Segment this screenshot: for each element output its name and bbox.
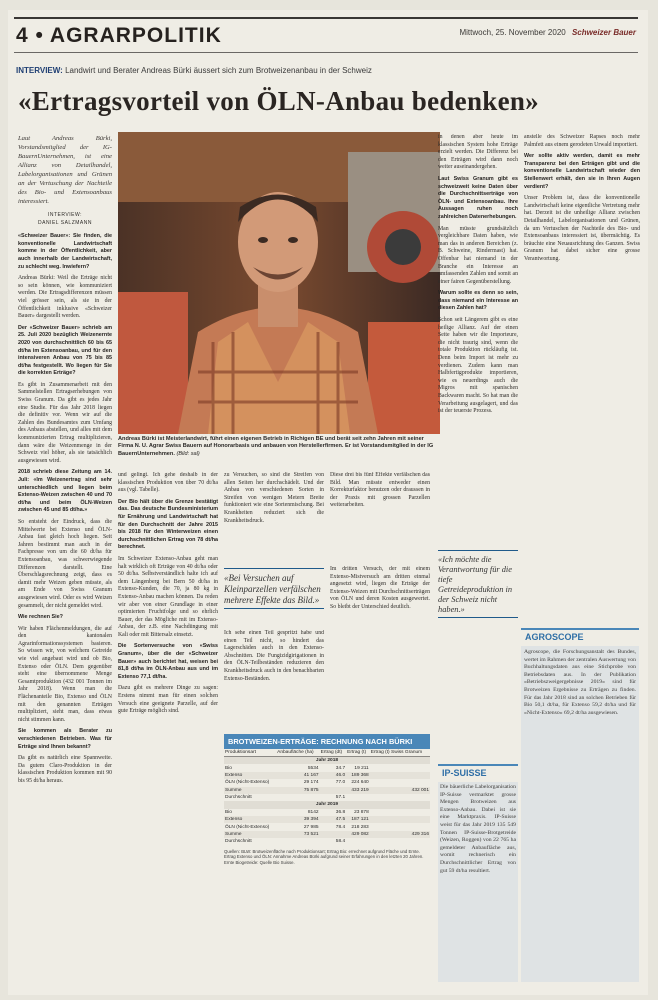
table-cell: 187 121 [346,816,370,823]
kicker-text: Landwirt und Berater Andreas Bürki äussert sich zum Brotweizenanbau in der Schweiz [65,66,372,75]
interview-question: Laut Swiss Granum gibt es schweizweit keine Daten über die Durchschnittserträge von ÖLN- und Extensoanbau. Ihre Aussagen ruhen noch zahlreichen Datenerhebungen. [438,175,518,220]
interview-question: «Schweizer Bauer»: Sie finden, die konventionelle Landwirtschaft komme in der Öffentlichkeit, aber auch innerhalb der Landwirtschaft, zu schlecht weg. Inwiefern? [18,233,112,270]
column-3 [224,472,324,562]
table-cell: 29 174 [303,780,319,786]
kicker [16,66,372,75]
interview-answer: Wir haben Flächenmeldungen, die auf den kantonalen Agrarinformationssystemen basieren. So wissen wir, von welchem Getreide wie viel angebaut wird und ob Bio, Extenso oder ÖLN. Dem gegenüber steht eine übernommene Menge Gesamtproduktion (432 001 Tonnen im Jahr 2018). Wenn man die Flächenanteile Bio, Extenso und ÖLN mit den genannten Erträgen multipliziert, sieht man, dass etwas nicht stimmen kann. [18,625,112,723]
interview-answer: Man müsste grundsätzlich vergleichbare Daten haben, wie man das in anderen Bereichen (z. B. Schweine, Rindermast) hat. Offenbar hat niemand in der Branche ein Interesse an umfassenden Zahlen und somit an einer fairen Gegenüberstellung. [438,225,518,285]
table-cell: 433 219 [346,787,370,794]
table-column-header: Anbaufläche (ha) [276,749,319,757]
interview-answer: zu Versuchen, so sind die Streifen von allen Seiten her durchschädelt. Und der Anbau von verschiedenen Sorten in Streifen von wenigen Metern Breite funktioniert wie eine Sortenmischung. Bei Krankheiten reduziert sich die Krankheitsdruck. [224,472,324,524]
ipsuisse-heading: IP-SUISSE [438,764,518,780]
table-column-header: Ertrag (t) Swiss Granum [370,749,430,757]
table-row [224,779,430,786]
table-cell: 224 640 [351,780,369,786]
table-body [224,757,430,846]
table-year-label: Jahr 2018 [224,757,430,765]
table-header-row [224,749,430,757]
table-cell: 27 985 [303,824,319,830]
interview-answer: So entsteht der Eindruck, dass die Mittelwerte bei Extenso und ÖLN-Anbau fast gleich hoch liegen. Seit Jahren bestimmt man auch in der Fachpresse von um die 60 dt/ha für Extensoanbau, was schwerwiegende Differenzen darstellt. Eine Überschlagsrechnung zeigt, dass es damit mehr Weizen geben müsste, als am Ende von Swiss Granum ausgewiesen wird. Oder es wird Weizen gesammelt, der nicht gemeldet wird. [18,518,112,609]
table-cell [370,823,430,830]
table-row [224,831,430,838]
table-cell [320,831,347,838]
agroscope-text: Agroscope, die Forschungsanstalt des Bundes, wertet im Rahmen der zentralen Auswertung von Buchhaltungsdaten aus eine Stichprobe von Betriebsdaten aus. In der Publikation «Betriebszweigergebnisse 2019» sind für Brotweizen Ergebnisse zu Erträgen zu finden. Für das Jahr 2018 sind an solchen Betrieben für Bio 50,1 dt/ha, für Extenso 59,2 dt/ha und für «Nicht-Extenso» 69,2 dt/ha ausgewiesen. [521,646,639,982]
table-year-row [224,801,430,808]
table-row [224,772,430,779]
pull-quote-2-text: «Ich möchte die Verantwortung für die tiefe Getreideproduktion in der Schweiz nicht haben.» [438,555,513,614]
column-4-continued [330,566,430,726]
table-cell: ÖLN (Nicht-Extenso) [225,780,270,786]
column-5-body [438,134,518,416]
table-cell [276,794,319,801]
table-row [224,823,430,830]
pull-quote-rule [438,550,518,551]
photo-credit: (Bild: sal) [176,450,200,457]
table-cell [346,794,370,801]
column-3-body [224,472,324,525]
column-6-body [524,134,640,264]
divider [14,52,638,53]
table-cell: 34.7 [335,765,346,771]
table-title: BROTWEIZEN-ERTRÄGE: RECHNUNG NACH BÜRKI [224,734,430,749]
interview-answer: Schon seit Längerem gibt es eine heilige Allianz. Auf der einen Seite haben wir die Importeure, die nicht traurig sind, wenn die totale Produktion rückläufig ist. Denn beim Import ist mehr zu verdienen. Zudem kann man Halbfertigprodukte importieren, wie es neuerdings auch die Migros mit spanischen Backwaren macht. So hat man die Verarbeitung ausgelagert, und das ist der teuerste Prozess. [438,317,518,415]
section-title: 4 • AGRARPOLITIK [16,24,222,47]
table-cell: 47.5 [320,816,347,823]
table-cell [370,838,430,845]
table-cell: 39 394 [276,816,319,823]
table-row [224,794,430,801]
interview-answer: anstelle des Schweizer Rapses noch mehr Palmfett aus einem gerodeten Urwald importiert. [524,134,640,148]
interview-answer: und gelingt. Ich gehe deshalb in der klassischen Produktion von über 70 dt/ha aus (vgl. Tabelle). [118,472,218,494]
table-cell: 432 001 [370,787,430,794]
table-cell: 19 211 [354,765,369,771]
column-4 [330,472,430,562]
table-cell: 429 316 [370,831,430,838]
table-cell: 58.4 [335,839,346,845]
table-cell [346,838,370,845]
column-5 [438,134,518,542]
interview-question: Die Sortenversuche von «Swiss Granum», über die der «Schweizer Bauer» auch berichtet hat, weisen bei 81,8 dt/ha im ÖLN-Anbau aus und im Extenso 77,1 dt/ha. [118,643,218,680]
photo-caption-text: Andreas Bürki ist Meisterlandwirt, führt einen eigenen Betrieb in Richigen BE und berät seit zehn Jahren mit seiner Firma N. U. Agrar Swiss Bauern auf Honorarbasis und anbauen von Herstellerfirmen. Er ist Vorstandsmitglied in der IG BauernUnternehmen. [118,436,434,457]
ipsuisse-text: Die bäuerliche Labelorganisation IP-Suisse vermarktet grosse Mengen Brotweizen aus Extenso-Anbau. Dabei ist sie eine Marktpraxis. IP-Suisse weist für das Jahr 2019 135 549 Tonnen IP-Suisse-Brotgetreide (Weizen, Roggen) von 22 765 ha gemeldeter Anbaufläche aus, womit rechnerisch ein Durchschnittlicher Ertrag von gut 59 dt/ha resultiert. [438,782,518,982]
table-cell [370,816,430,823]
table-year-label: Jahr 2019 [224,801,430,808]
interviewer-label: INTERVIEW: [48,212,82,218]
table-cell [370,772,430,779]
table-cell: 189 368 [346,772,370,779]
interview-question: Wie rechnen Sie? [18,614,63,621]
table-cell [370,764,430,771]
column-1-body [18,233,112,785]
table-cell [320,787,347,794]
interview-question: Der «Schweizer Bauer» schrieb am 25. Juli 2020 bezüglich Weizenernte 2020 von durchschnittlich 60 bis 65 dt/ha im Extensoanbau, und für den intensiveren Anbau von 75 bis 85 dt/ha festgestellt. Wo liegen für Sie die korrekten Erträge? [18,324,112,377]
kicker-label: INTERVIEW: [16,66,63,75]
table-row [224,809,430,816]
table-cell: 78.4 [335,824,346,830]
interview-question: Wer sollte aktiv werden, damit es mehr Transparenz bei den Erträgen gibt und die konventionelle Landwirtschaft wieder den Stellenwert erhält, den sie in Ihren Augen verdient? [524,153,640,190]
table-cell: 75 875 [276,787,319,794]
interview-answer: Andreas Bürki: Weil die Erträge nicht so sein können, wie kommuniziert werden. Die Ertragsdifferenzen müssen viel grösser sein, als sie in der Öffentlichkeit inklusive «Schweizer Bauer» dargestellt werden. [18,275,112,320]
agroscope-heading: AGROSCOPE [521,628,639,644]
pull-quote-rule [224,608,324,609]
column-6 [524,134,640,624]
interviewer-credit [18,212,112,227]
table-cell: Durchschnitt [225,839,252,845]
pull-quote-1 [224,566,324,613]
pull-quote-rule [224,568,324,569]
table-cell: 57.1 [335,795,346,801]
table-row [224,764,430,771]
table-cell [370,794,430,801]
table-cell: 218 283 [351,824,369,830]
column-4-paragraph: Im dritten Versuch, der mit einem Extenso-Mistversuch am dritten einmal angesetzt wird, liegen die Erträge der Extenso-Weizen mit Durchschnittserträgen von ÖLN und deren Kosten ausgewertet. So bleibt der Unterschied deutlich. [330,566,430,610]
table-cell: Bio [225,809,232,815]
table-cell: 36.8 [335,809,346,815]
table-cell [370,779,430,786]
column-3-continued [224,630,324,730]
table-cell: 23 878 [354,809,369,815]
interview-answer: Dazu gibt es mehrere Dinge zu sagen: Erstens nimmt man für einen solchen Versuch eine geeignete Parzelle, auf der gute Erträge möglich sind. [118,685,218,715]
table-cell: Summe [224,831,276,838]
table-cell: 73 521 [276,831,319,838]
table-sources: Quellen: BLW: Brotweizenfläche nach Produktionsart; Ertrag Bio: errechnet aufgrund Fläche und Ernte. Ertrag Extenso und ÖLN: Annahme Andreas Bürki aufgrund seiner Erfahrungen in den letzten 20 Jahren. Ernte Biogetreide: Quelle Bio Suisse. [224,848,424,865]
farmer-portrait-image [118,132,440,434]
table-year-row [224,757,430,765]
column-2-body [118,472,218,716]
interview-answer: in denen aber heute im klassischen System hohe Erträge erzielt werden. Die Differenz bei den Erträgen wird dann noch weiter auseinandergehen. [438,134,518,171]
interview-answer: Unser Problem ist, dass die konventionelle Landwirtschaft keine eigentliche Vertretung mehr hat. Derzeit ist die unheilige Allianz zwischen Detailhandel, Labelorganisationen und Grünen, da um Vertuschen der Nachteile des Bio- und Extensoanbaus interessiert ist, übermächtig. Es bräuchte eine Neuausrichtung des Ganzen. Swiss Granum hat dabei sicher eine grosse Verantwortung. [524,195,640,262]
column-1 [18,134,112,790]
table-column-header: Ertrag (dt) [320,749,347,757]
article-intro: Laut Andreas Bürki, Vorstandsmitglied der IG-BauernUnternehmen, ist eine Allianz von Detailhandel, Labelorganisationen und Grünen an der Vertuschung der Nachteile des Bio- und Extensoanbaus interessiert. [18,135,112,205]
table-cell: Summe [224,787,276,794]
table-cell: Bio [225,765,232,771]
column-4-body [330,472,430,510]
pull-quote-1-text: «Bei Versuchen auf Kleinparzellen verfälschen mehrere Effekte das Bild.» [224,573,321,605]
interview-answer: Diese drei bis fünf Effekte verfälschen das Bild. Man müsste entweder einen Korrekturfaktor benutzen oder draussen in der Praxis mit grossen Parzellen weiterarbeiten. [330,472,430,509]
dateline [459,28,636,37]
interview-answer: Im Schweizer Extenso-Anbau geht man halt wirklich oft Erträge von 40 dt/ha oder 50 dt/ha. Selbstverständlich halte ich auf dem Längenberg bei Bern 50 dt/ha in Extenso-Kunden, die 70, ja 80 kg in Extenso-Anbau machen können. Da reden wir aber von einer Grundlage in einer optimierten Fruchtfolge und so ehrlich Bauer, der das Mögliche mit im Extenso-Anbau, der z.B. eine Nachdüngung mit Kali oder mit Bittersalz einsetzt. [118,555,218,638]
headline: «Ertragsvorteil von ÖLN-Anbau bedenken» [18,86,539,116]
table-cell: 8142 [307,809,319,815]
table-cell: Durchschnitt [225,795,252,801]
table-column-header: Produktionsart [224,749,276,757]
interview-answer: Da gibt es natürlich eine Spannweite. Da gutem Claro-Produktion in der klassischen Produktion kommen mit 90 bis 95 dt/ha heraus. [18,755,112,784]
table-cell [276,838,319,845]
table-cell: Extenso [224,816,276,823]
interview-question: 2018 schrieb diese Zeitung am 14. Juli: «Im Weizenertrag sind sehr unterschiedlich und liegen beim Extenso-Weizen zwischen 40 und 70 dt/ha und beim ÖLN-Weizen zwischen 45 und 85 dt/ha.» [18,469,112,514]
table-row [224,787,430,794]
pull-quote-rule [438,617,518,618]
column-2 [118,472,218,982]
table-cell: 46.0 [320,772,347,779]
table-cell: 429 082 [346,831,370,838]
portrait-photo [118,132,440,434]
photo-caption [118,436,440,458]
interview-question: Warum sollte es denn so sein, dass niemand ein Interesse an diesen Zahlen hat? [438,290,518,312]
brand-logo: Schweizer Bauer [571,28,636,37]
table-row [224,838,430,845]
interviewer-name: DANIEL SALZMANN [38,219,92,226]
table-cell: 77.0 [335,780,346,786]
table-cell [370,809,430,816]
interview-question: Sie kommen als Berater zu verschiedenen Betrieben. Was für Erträge sind Ihnen bekannt? [18,728,112,750]
table-cell: 41 167 [276,772,319,779]
interview-question: Der Bio hält über die Grenze bestätigt das. Das deutsche Bundesministerium für Ernährung und Landwirtschaft hat für den Durchschnitt der Jahre 2015 bis 2018 für den Winterweizen einen durchschnittlichen Ertrag von 78 dt/ha berechnet. [118,498,218,551]
table-cell: ÖLN (Nicht-Extenso) [225,824,270,830]
table-cell: 5534 [307,765,319,771]
pull-quote-2 [438,548,518,622]
column-3-paragraph: Ich sehe einen Teil gespritzt habe und einen Teil nicht, so hindert das Lagerschäden auch in den Extenso-Abschnitten. Die Fungizidgirigationen in den ÖLN-Teilbeständen reduzieren den Krankheitsdruck auch in den benachbarten Extenso-Beständen. [224,630,324,682]
issue-date: Mittwoch, 25. November 2020 [459,28,566,37]
table-row [224,816,430,823]
table-column-header: Ertrag (t) [346,749,370,757]
yield-table [224,734,430,865]
interview-answer: Es gibt in Zusammenarbeit mit den Sammelstellen Ertragserhebungen von Swiss Granum. Da gibt es jedes Jahr eine Studie. Für das Jahr 2018 liegen die definitiv vor. Wenn wir auf die Zahlen des Bundesamtes zum Umfang des Anbaus abstellen, und alles mit dem kommunizierten Ertrag multiplizieren, dann wäre die Weizenmenge in der Schweiz viel höher, als sie tatsächlich ausgewiesen wird. [18,381,112,464]
table-cell: Extenso [224,772,276,779]
header-rule [14,17,638,19]
yield-table-grid [224,749,430,846]
